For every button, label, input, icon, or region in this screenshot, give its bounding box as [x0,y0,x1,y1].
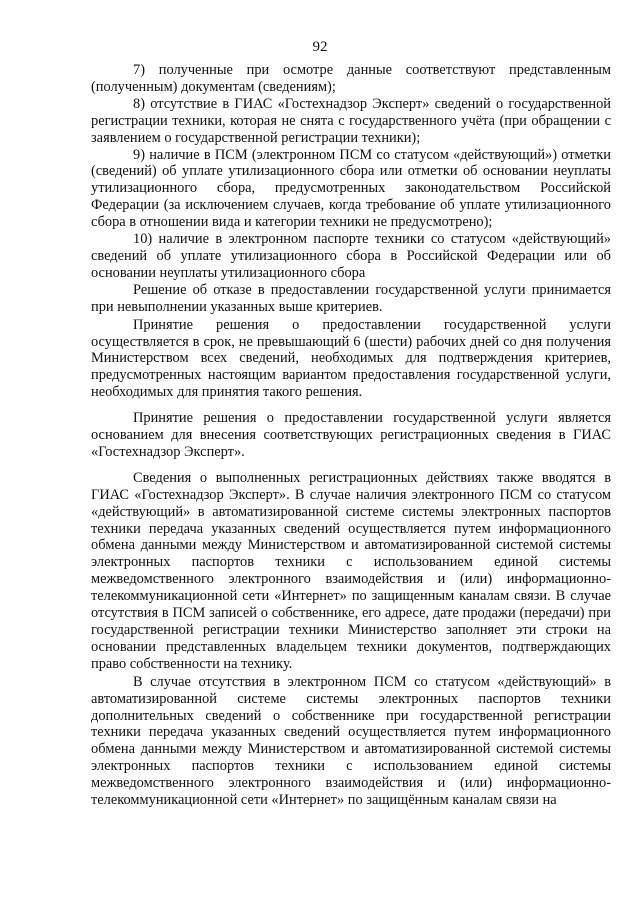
document-body [91,62,611,809]
refusal-decision-paragraph: Решение об отказе в предоставлении государственной услуги принимается при невыполнении указанных выше критериев. [91,281,611,315]
decision-basis-paragraph: Принятие решения о предоставлении государственной услуги является основанием для внесения соответствующих регистрационных сведения в ГИАС «Гостехнадзор Эксперт». [91,410,611,460]
criterion-9-paragraph: 9) наличие в ПСМ (электронном ПСМ со статусом «действующий») отметки (сведений) об уплате утилизационного сбора или отметки об основании неуплаты утилизационного сбора, предусмотренных законодательством Российской Федерации (за исключением случаев, когда требование об уплате утилизационного сбора в отношении вида и категории техники не предусмотрено); [91,146,611,231]
criterion-7-paragraph: 7) полученные при осмотре данные соответствуют представленным (полученным) документам (сведениям); [91,62,611,95]
registration-info-paragraph: Сведения о выполненных регистрационных действиях также вводятся в ГИАС «Гостехнадзор Эксперт». В случае наличия электронного ПСМ со статусом «действующий» в автоматизированной системе системы электронных паспортов техники передача указанных сведений осуществляется путем информационного обмена данными между Министерством и автоматизированной системой системы электронных паспортов техники с использованием единой системы межведомственного электронного взаимодействия и (или) информационно-телекоммуникационной сети «Интернет» по защищенным каналам связи. В случае отсутствия в ПСМ записей о собственнике, его адресе, дате продажи (передачи) при государственной регистрации техники Министерство заполняет эти строки на основании представленных владельцем техники документов, подтверждающих право собственности на технику. [91,469,611,672]
decision-deadline-paragraph: Принятие решения о предоставлении государственной услуги осуществляется в срок, не превышающий 6 (шести) рабочих дней со дня получения Министерством всех сведений, необходимых для подтверждения критериев, предусмотренных настоящим вариантом предоставления государственной услуги, необходимых для принятия такого решения. [91,316,611,401]
owner-info-paragraph: В случае отсутствия в электронном ПСМ со статусом «действующий» в автоматизированной системе системы электронных паспортов техники дополнительных сведений о собственнике при государственной регистрации техники передача указанных сведений осуществляется путем информационного обмена данными между Министерством и автоматизированной системой системы электронных паспортов техники с использованием единой системы межведомственного электронного взаимодействия и (или) информационно-телекоммуникационной сети «Интернет» по защищённым каналам связи на [91,673,611,809]
criterion-10-paragraph: 10) наличие в электронном паспорте техники со статусом «действующий» сведений об уплате утилизационного сбора в Российской Федерации или об основании неуплаты утилизационного сбора [91,231,611,281]
page-number: 92 [312,39,328,55]
criterion-8-paragraph: 8) отсутствие в ГИАС «Гостехнадзор Эксперт» сведений о государственной регистрации техники, которая не снята с государственного учёта (при обращении с заявлением о государственной регистрации техники); [91,95,611,146]
